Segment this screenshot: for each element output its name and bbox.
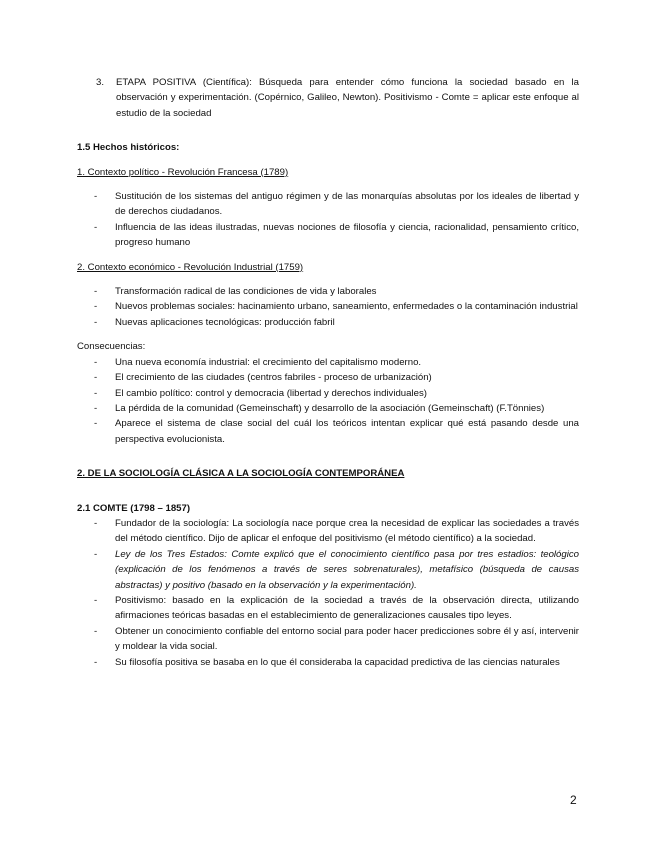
subsection-heading-comte: 2.1 COMTE (1798 – 1857) [77,502,191,514]
list-item: - Nuevas aplicaciones tecnológicas: producción fabril [94,316,335,328]
list-item: - Transformación radical de las condiciones de vida y laborales [94,286,377,298]
document-page [77,75,579,670]
subheading-economic-context: 2. Contexto económico - Revolución Industrial (1759) [77,261,304,273]
list-item: - Nuevos problemas sociales: hacinamiento urbano, saneamiento, enfermedades o la contaminación industrial [94,301,578,313]
consequences-label: Consecuencias: [77,341,146,353]
list-item: - Una nueva economía industrial: el crecimiento del capitalismo moderno. [94,356,422,368]
section-heading-1-5: 1.5 Hechos históricos: [77,142,180,154]
page-number: 2 [570,793,577,807]
section-heading-2: 2. DE LA SOCIOLOGÍA CLÁSICA A LA SOCIOLOGÍA CONTEMPORÁNEA [77,468,405,480]
subheading-political-context: 1. Contexto político - Revolución Francesa (1789) [77,166,289,178]
list-item: - Influencia de las ideas ilustradas, nuevas nociones de filosofía y ciencia, racionalidad, pensamiento crítico, progreso humano [94,221,579,249]
list-item: - El cambio político: control y democracia (libertad y derechos individuales) [94,387,427,399]
comte-list [77,516,579,670]
political-context-list [77,189,579,251]
list-item: - Aparece el sistema de clase social del cuál los teóricos intentan explicar qué está pasando desde una perspectiva evolucionista. [94,418,579,445]
economic-context-list [77,284,579,330]
list-item: - Su filosofía positiva se basaba en lo que él consideraba la capacidad predictiva de las ciencias naturales [94,656,560,668]
list-item: - Positivismo: basado en la explicación de la sociedad a través de la observación directa, utilizando afirmaciones teóricas basadas en el establecimiento de generalizaciones causales tipo leyes. [94,594,579,622]
list-item: - La pérdida de la comunidad (Gemeinschaft) y desarrollo de la asociación (Gemeinschaft) (F.Tönnies) [94,402,545,414]
list-item: - Obtener un conocimiento confiable del entorno social para poder hacer predicciones sobre él y así, intervenir y moldear la vida social. [94,625,579,653]
consequences-list [77,355,579,447]
list-item: - Fundador de la sociología: La sociología nace porque crea la necesidad de explicar las sociedades a través del método científico. Dijo de aplicar el enfoque del positivismo (el método científico) a la sociedad. [94,517,579,545]
list-text: ETAPA POSITIVA (Científica): Búsqueda para entender cómo funciona la sociedad basado en la observación y experimentación. (Copérnico, Galileo, Newton). Positivismo - Comte = aplicar este enfoque al estudio de la sociedad [116,77,579,119]
list-item: - Ley de los Tres Estados: Comte explicó que el conocimiento científico pasa por tres estadios: teológico (explicación de los fenómenos a través de seres sobrenaturales), metafísico (búsqueda de causas abstractas) y positivo (basado en la observación y la experimentación). [94,548,579,591]
list-item: - El crecimiento de las ciudades (centros fabriles - proceso de urbanización) [94,372,432,384]
list-item: - Sustitución de los sistemas del antiguo régimen y de las monarquías absolutas por los ideales de libertad y de derechos ciudadanos. [94,191,579,218]
positive-stage-item [77,75,579,121]
list-number: 3. [96,77,105,88]
